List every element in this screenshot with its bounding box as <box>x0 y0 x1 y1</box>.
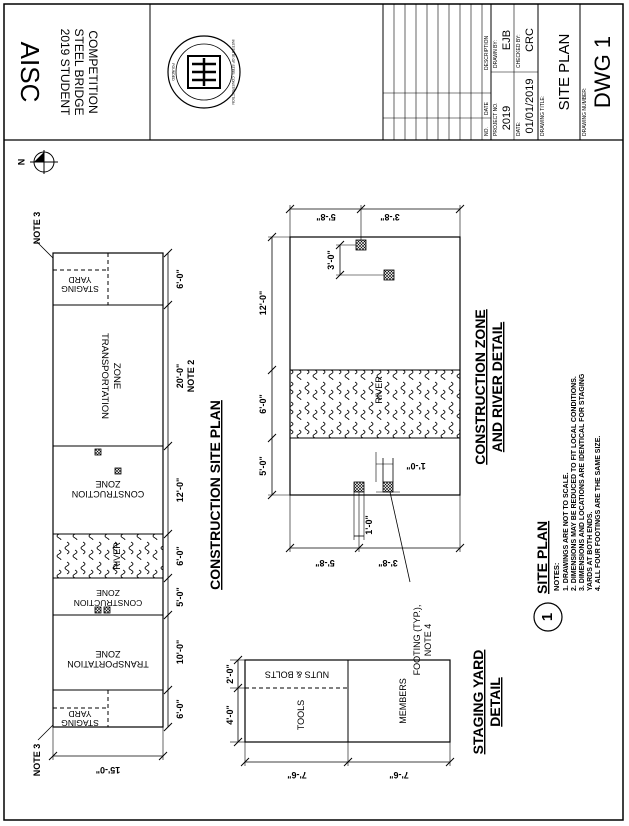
zone-label-staging-bottom-line1: STAGING <box>61 718 99 728</box>
site-plan-river-hatch <box>53 534 163 578</box>
project-no-value: 2019 <box>501 105 513 131</box>
dim-transport-small: 10'-0" <box>175 639 185 665</box>
note-1: 1. DRAWINGS ARE NOT TO SCALE. <box>563 472 570 591</box>
zone-label-river: RIVER <box>112 542 122 570</box>
dim-staging-4: 4'-0" <box>225 705 235 725</box>
dim-footing-spacing: 3'-0" <box>326 250 336 270</box>
org-name: AISC <box>15 41 46 103</box>
drawing-title: SITE PLAN <box>555 33 573 111</box>
detail-title-line2: AND RIVER DETAIL <box>489 321 505 453</box>
dim-detail-bottom-left: 5'-8" <box>315 558 335 568</box>
detail-title-line1: CONSTRUCTION ZONE <box>472 309 488 465</box>
dim-detail-top-right: 3'-8" <box>380 212 400 222</box>
drawing-number-label: DRAWING NUMBER: <box>582 87 588 136</box>
site-plan-dimension-line <box>164 249 172 731</box>
detail-vertical-dimensions <box>268 233 290 499</box>
dim-construction-large: 12'-0" <box>175 477 185 503</box>
footing-label-line2: NOTE 4 <box>423 623 433 657</box>
footing <box>384 270 394 280</box>
col-date-label: DATE <box>484 102 490 115</box>
site-plan-width-dimension <box>49 727 167 760</box>
dim-detail-top-left: 5'-8" <box>316 212 336 222</box>
zone-label-construction-small-line1: CONSTRUCTION <box>73 598 143 608</box>
staging-nuts-bolts-label: NUTS & BOLTS <box>264 669 330 680</box>
competition-line-2: STEEL BRIDGE <box>71 28 86 116</box>
staging-detail-title-line1: STAGING YARD <box>470 649 486 755</box>
competition-line-3: COMPETITION <box>85 30 100 114</box>
notes-heading: NOTES: <box>552 562 561 591</box>
dim-staging-2: 2'-0" <box>225 664 235 684</box>
footing <box>356 240 366 250</box>
drawing-number: DWG 1 <box>589 35 615 109</box>
note-3-leader-bottom <box>38 725 53 740</box>
title-block <box>150 4 580 140</box>
drawn-by-label: DRAWN BY: <box>493 40 499 68</box>
aisc-seal <box>168 36 240 108</box>
seal-top-text: INSTITUTE OF STEEL CONSTRUCTION <box>231 39 235 105</box>
date-label: DATE: <box>516 121 522 136</box>
dim-staging-width-right: 7'-6" <box>389 770 409 780</box>
zone-label-transport-large-line2: ZONE <box>111 362 122 390</box>
zone-label-transport-large-line1: TRANSPORTATION <box>99 332 110 420</box>
zone-label-construction-large-line1: CONSTRUCTION <box>71 489 145 499</box>
staging-members-label: MEMBERS <box>398 678 408 724</box>
dim-staging-top: 6'-0" <box>175 269 185 289</box>
site-plan-title: CONSTRUCTION SITE PLAN <box>207 400 223 590</box>
dim-detail-bottom-right: 3'-8" <box>378 558 398 568</box>
footing <box>95 449 101 455</box>
note-3-cont: YARDS AT BOTH ENDS. <box>587 511 594 591</box>
dim-staging-width-left: 7'-6" <box>287 770 307 780</box>
dim-river: 6'-0" <box>175 546 185 566</box>
note-3-label-bottom: NOTE 3 <box>32 743 42 777</box>
detail-bottom-dimensions <box>286 492 464 552</box>
competition-line-1: 2019 STUDENT <box>57 28 72 116</box>
section-number: 1 <box>538 612 556 622</box>
dim-footing-depth: 1'-0" <box>406 461 426 471</box>
section-title: SITE PLAN <box>534 520 550 594</box>
project-no-label: PROJECT NO. <box>493 102 499 136</box>
zone-label-staging-bottom-line2: YARD <box>68 709 92 719</box>
col-no-label: NO. <box>484 127 490 136</box>
dim-detail-6: 6'-0" <box>258 394 268 414</box>
checked-by-value: CRC <box>524 28 536 52</box>
zone-label-transport-small-line1: TRANSPORTATION <box>67 659 149 669</box>
note-3-label-top: NOTE 3 <box>32 211 42 245</box>
note-3: 3. DIMENSIONS AND LOCATIONS ARE IDENTICAL FOR STAGING <box>579 373 586 591</box>
staging-detail-title-line2: DETAIL <box>487 677 503 727</box>
construction-detail-outline <box>290 237 460 495</box>
footing <box>354 482 364 492</box>
dim-detail-5: 5'-0" <box>258 456 268 476</box>
zone-label-construction-large-line2: ZONE <box>95 479 121 489</box>
zone-label-transport-small-line2: ZONE <box>95 649 121 659</box>
seal-bottom-text: FOUNDED <box>171 63 175 81</box>
dim-staging-bottom: 6'-0" <box>175 699 185 719</box>
note-2-label: NOTE 2 <box>186 359 196 393</box>
dim-footing-width: 1'-0" <box>364 515 374 535</box>
zone-label-staging-top-line2: YARD <box>68 275 92 285</box>
dim-construction-small: 5'-0" <box>175 587 185 607</box>
footing-label-line1: FOOTING (TYP.), <box>412 604 422 676</box>
drawing-title-label: DRAWING TITLE: <box>540 95 546 136</box>
zone-label-staging-top-line1: STAGING <box>61 284 99 294</box>
zone-label-construction-small-line2: ZONE <box>96 588 120 598</box>
detail-river-label: RIVER <box>374 376 384 404</box>
staging-tools-label: TOOLS <box>296 699 306 731</box>
dim-site-width: 15'-0" <box>95 765 121 775</box>
north-label: N <box>16 158 27 166</box>
north-arrow <box>30 150 58 174</box>
checked-by-label: CHECKED BY: <box>516 34 522 68</box>
detail-top-dimensions <box>286 205 464 240</box>
dim-detail-12: 12'-0" <box>258 290 268 316</box>
dim-transport-large: 20'-0" <box>175 363 185 389</box>
col-description-label: DESCRIPTION <box>484 35 490 70</box>
note-4: 4. ALL FOUR FOOTINGS ARE THE SAME SIZE. <box>595 435 602 591</box>
drawn-by-value: EJB <box>501 29 513 51</box>
footing <box>383 482 393 492</box>
footing-size-dimensions <box>354 452 400 540</box>
date-value: 01/01/2019 <box>524 78 536 134</box>
note-2: 2. DIMENSIONS MAY BE REDUCED TO FIT LOCAL CONDITIONS. <box>571 376 578 591</box>
footing <box>115 468 121 474</box>
